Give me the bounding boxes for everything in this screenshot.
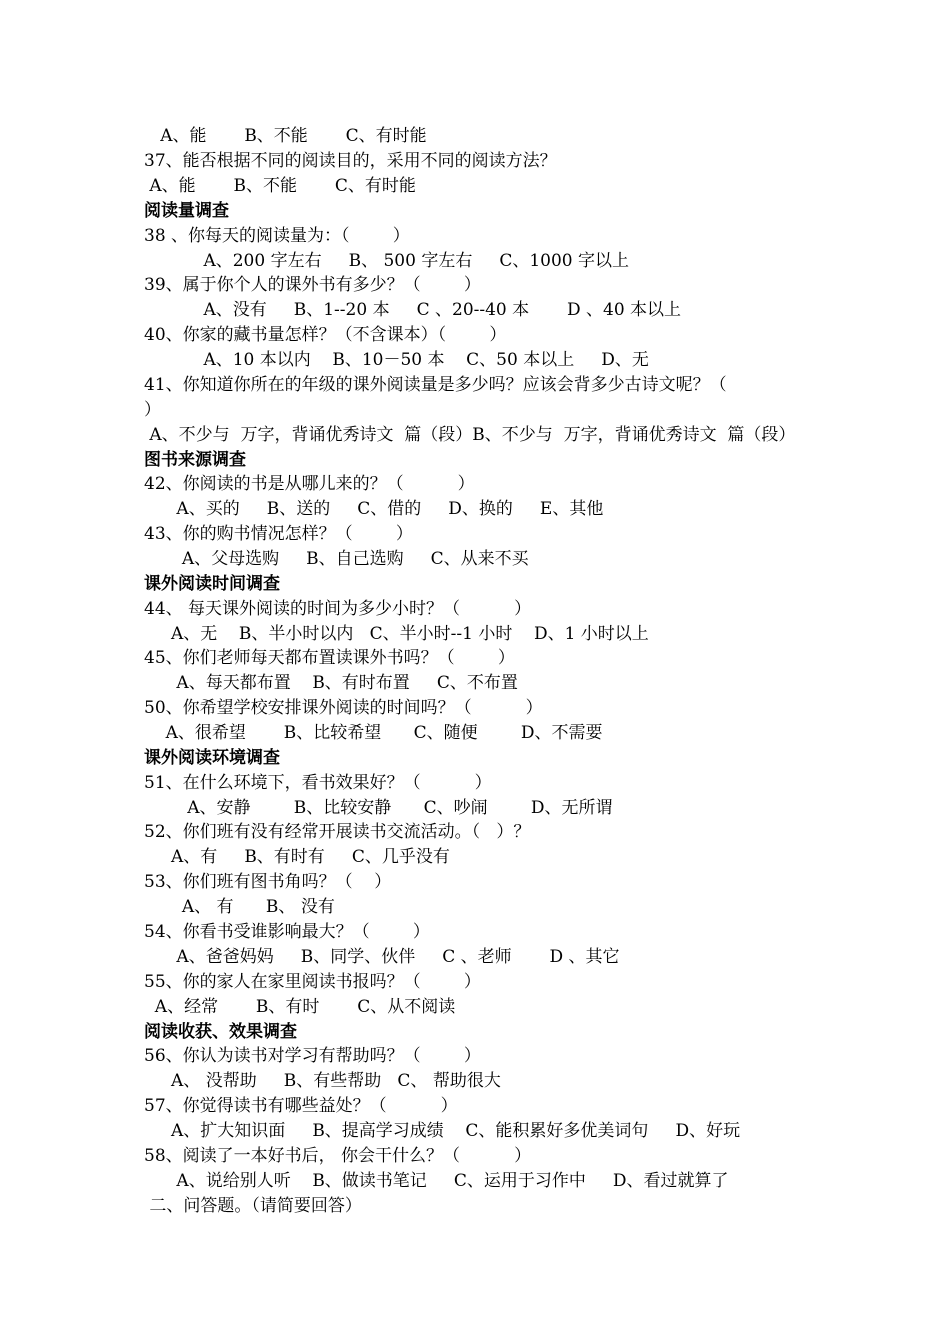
- section-title: 二、问答题。（请简要回答）: [144, 1196, 362, 1216]
- option-line: A、能 B、不能 C、有时能: [144, 176, 416, 196]
- question-line: 38 、你每天的阅读量为：（ ）: [144, 226, 410, 246]
- option-line: A、无 B、半小时以内 C、半小时--1 小时 D、1 小时以上: [144, 624, 649, 644]
- option-line: A、 没帮助 B、有些帮助 C、 帮助很大: [144, 1071, 501, 1091]
- section-heading: 图书来源调查: [144, 450, 246, 470]
- question-line: 51、在什么环境下，看书效果好？（ ）: [144, 773, 492, 793]
- option-line: A、不少与 万字，背诵优秀诗文 篇（段）B、不少与 万字，背诵优秀诗文 篇（段）: [144, 425, 796, 445]
- option-line: A、扩大知识面 B、提高学习成绩 C、能积累好多优美词句 D、好玩: [144, 1121, 741, 1141]
- question-line-continued: ）: [144, 400, 161, 420]
- question-line: 42、你阅读的书是从哪儿来的？（ ）: [144, 474, 475, 494]
- question-line: 39、属于你个人的课外书有多少？（ ）: [144, 275, 481, 295]
- question-line: 55、你的家人在家里阅读书报吗？（ ）: [144, 972, 481, 992]
- section-heading: 课外阅读环境调查: [144, 748, 280, 768]
- section-heading: 阅读量调查: [144, 201, 229, 221]
- question-line: 57、你觉得读书有哪些益处？（ ）: [144, 1096, 458, 1116]
- question-line: 44、 每天课外阅读的时间为多少小时？（ ）: [144, 599, 532, 619]
- option-line: A、安静 B、比较安静 C、吵闹 D、无所谓: [144, 798, 613, 818]
- option-line: A、 有 B、 没有: [144, 897, 335, 917]
- question-line: 45、你们老师每天都布置读课外书吗？（ ）: [144, 648, 515, 668]
- section-heading: 课外阅读时间调查: [144, 574, 280, 594]
- question-line: 54、你看书受谁影响最大？（ ）: [144, 922, 430, 942]
- question-line: 41、你知道你所在的年级的课外阅读量是多少吗？应该会背多少古诗文呢？（: [144, 375, 727, 395]
- question-line: 58、阅读了一本好书后， 你会干什么？（ ）: [144, 1146, 532, 1166]
- option-line: A、买的 B、送的 C、借的 D、换的 E、其他: [144, 499, 604, 519]
- option-line: A、200 字左右 B、 500 字左右 C、1000 字以上: [144, 251, 630, 271]
- question-line: 43、你的购书情况怎样？（ ）: [144, 524, 413, 544]
- question-line: 40、你家的藏书量怎样？（不含课本）（ ）: [144, 325, 507, 345]
- option-line: A、说给别人听 B、做读书笔记 C、运用于习作中 D、看过就算了: [144, 1171, 729, 1191]
- option-line: A、很希望 B、比较希望 C、随便 D、不需要: [144, 723, 603, 743]
- section-heading: 阅读收获、效果调查: [144, 1022, 297, 1042]
- option-line: A、每天都布置 B、有时布置 C、不布置: [144, 673, 518, 693]
- question-line: 37、能否根据不同的阅读目的，采用不同的阅读方法？: [144, 151, 557, 171]
- question-line: 53、你们班有图书角吗？（ ）: [144, 872, 392, 892]
- option-line: A、能 B、不能 C、有时能: [144, 126, 427, 146]
- option-line: A、经常 B、有时 C、从不阅读: [144, 997, 456, 1017]
- option-line: A、父母选购 B、自己选购 C、从来不买: [144, 549, 529, 569]
- option-line: A、爸爸妈妈 B、同学、伙伴 C 、老师 D 、其它: [144, 947, 620, 967]
- option-line: A、没有 B、1--20 本 C 、20--40 本 D 、40 本以上: [144, 300, 682, 320]
- option-line: A、有 B、有时有 C、几乎没有: [144, 847, 450, 867]
- question-line: 56、你认为读书对学习有帮助吗？（ ）: [144, 1046, 481, 1066]
- option-line: A、10 本以内 B、10－50 本 C、50 本以上 D、无: [144, 350, 649, 370]
- question-line: 50、你希望学校安排课外阅读的时间吗？（ ）: [144, 698, 543, 718]
- question-line: 52、你们班有没有经常开展读书交流活动。（ ）？: [144, 822, 531, 842]
